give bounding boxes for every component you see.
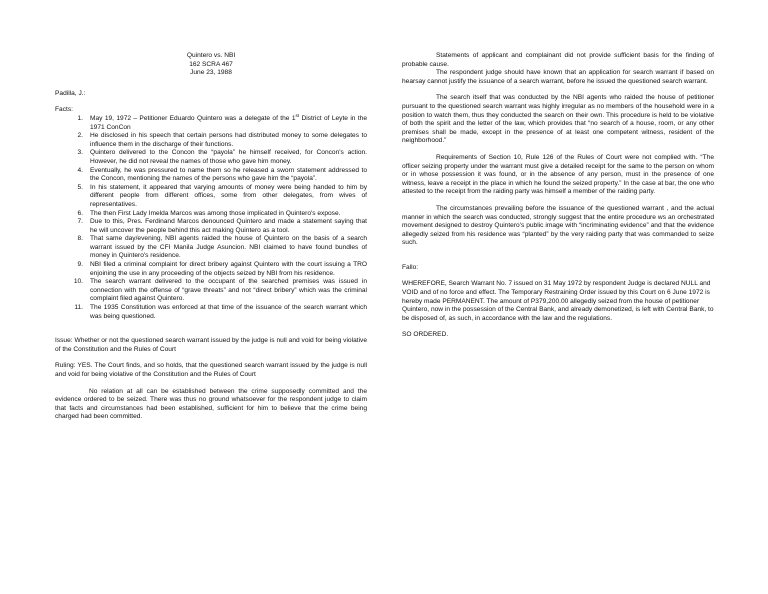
right-column (402, 52, 714, 340)
fact-number: 5. (77, 183, 83, 191)
fact-text: In his statement, it appeared that varying amounts of money were being handed to him by different people from different offices, some from other delegates, from wives of representatives. (90, 183, 367, 208)
fact-item (55, 112, 367, 132)
fact-number: 8. (77, 235, 83, 243)
fact-text: Eventually, he was pressured to name them so he released a sworn statement addressed to the Concon, mentioning the names of the persons who gave him the “payola”. (90, 166, 367, 183)
discussion-paragraph: Statements of applicant and complainant did not provide sufficient basis for the finding of probable cause. (402, 52, 714, 68)
fact-item (55, 304, 367, 321)
issue-paragraph: Issue: Whether or not the questioned search warrant issued by the judge is null and void for being violative of the Constitution and the Rules of Court (55, 337, 367, 353)
fact-number: 6. (77, 209, 83, 217)
fact-number: 3. (77, 149, 83, 157)
fact-text: District of Leyte in the 1971 ConCon (90, 114, 367, 131)
fact-number: 10. (73, 278, 83, 286)
fact-item (55, 261, 367, 278)
fact-item (55, 278, 367, 304)
discussion-paragraph: The search itself that was conducted by the NBI agents who raided the house of petitioner pursuant to the questioned search warrant was highly irregular as no members of the household were in a position to watch them, thus they conducted the search on their own. This procedure is held to be violative of both the spirit and the letter of the law, which provides that “no search of a house, room, or any other premises shall be made, except in the presence of at least one competent witness, resident of the neighborhood.” (402, 94, 714, 145)
fact-item (55, 149, 367, 166)
discussion-paragraph: The respondent judge should have known that an application for search warrant if based on hearsay cannot justify the issuance of a search warrant, before he issued the questioned search warrant. (402, 69, 714, 85)
discussion-paragraph: Requirements of Section 10, Rule 126 of the Rules of Court were not complied with. “The officer seizing property under the warrant must give a detailed receipt for the same to the person on whom or in whose possession it was found, or in the absence of any person, must in the presence of one witness, leave a receipt in the place in which he found the seized property.” In the case at bar, the one who attested to the receipt from the raiding party was himself a member of the raiding party. (402, 153, 714, 196)
fact-item (55, 210, 367, 219)
case-title: Quintero vs. NBI (186, 52, 236, 59)
ponente: Padilla, J.: (55, 89, 86, 97)
fact-item (55, 167, 367, 184)
fact-text: NBI filed a criminal complaint for direct bribery against Quintero with the court issuing a TRO enjoining the use in any proceeding of the objects seized by NBI from his residence. (90, 261, 367, 277)
fact-text: The 1935 Constitution was enforced at that time of the issuance of the search warrant which was being questioned. (90, 304, 367, 320)
fact-number: 7. (77, 218, 83, 226)
fact-item (55, 132, 367, 149)
fact-text: Quintero delivered to the Concon the “payola” he himself received, for Concon's action. However, he did not reveal the names of those who gave him money. (90, 149, 367, 165)
fact-item (55, 235, 367, 261)
left-column (55, 52, 367, 422)
discussion-paragraph: No relation at all can be established between the crime supposedly committed and the evidence ordered to be seized. There was thus no ground whatsoever for the respondent judge to claim that facts and circumstances had been established, sufficient for him to believe that the crime being charged had been committed. (55, 387, 367, 421)
fallo-heading: Fallo: (402, 263, 419, 271)
fact-text: That same day/evening, NBI agents raided the house of Quintero on the basis of a search warrant issued by the CFI Manila Judge Asuncion. NBI claimed to have found bundles of money in Quintero's residence. (90, 235, 367, 260)
closing-statement: SO ORDERED. (402, 331, 449, 339)
fact-number: 9. (77, 261, 83, 269)
fact-number: 11. (74, 304, 83, 312)
fact-text: He disclosed in his speech that certain persons had distributed money to some delegates to influence them in the discharge of their functions. (90, 132, 367, 148)
fact-text: Due to this, Pres. Ferdinand Marcos denounced Quintero and made a statement saying that he will uncover the people behind this act making Quintero as a tool. (90, 218, 367, 234)
discussion-paragraph: The circumstances prevailing before the issuance of the questioned warrant , and the actual manner in which the search was conducted, strongly suggest that the entire procedure ws an orchestrated movement designed to destroy Quintero's public image with “incriminating evidence” and that the evidence allegedly seized from his residence was “planted” by the very raiding party that was commanded to seize such. (402, 204, 714, 247)
fact-text: May 19, 1972 – Petitioner Eduardo Quintero was a delegate of the 1 (90, 114, 296, 122)
fact-number: 2. (77, 132, 83, 140)
fact-item (55, 184, 367, 210)
ruling-paragraph: Ruling: YES. The Court finds, and so holds, that the questioned search warrant issued by the judge is null and void for being violative of the Constitution and the Rules of Court (55, 362, 367, 378)
fact-superscript: st (295, 112, 300, 118)
facts-list (55, 112, 367, 321)
fallo-paragraph: WHEREFORE, Search Warrant No. 7 issued on 31 May 1972 by respondent Judge is declared NULL and VOID and of no force and effect. The Temporary Restraining Order issued by this Court on 6 June 1972 is hereby made PERMANENT. The amount of P379,200.00 allegedly seized from the house of petitioner Quintero, now in the possession of the Central Bank, and already demonetized, is left with Central Bank, to be disposed of, as such, in accordance with the law and the regulations. (402, 280, 714, 322)
case-header (55, 52, 367, 78)
fact-text: The search warrant delivered to the occupant of the searched premises was issued in connection with the offense of “grave threats” and not “direct bribery” which was the criminal complaint filed against Quintero. (90, 278, 367, 303)
case-citation: 162 SCRA 467 (189, 60, 233, 68)
fact-item (55, 218, 367, 235)
fact-text: The then First Lady Imelda Marcos was among those implicated in Quintero's expose. (90, 209, 341, 217)
fact-number: 4. (77, 166, 83, 174)
facts-heading: Facts: (55, 106, 73, 114)
fact-number: 1. (77, 114, 83, 122)
case-date: June 23, 1988 (190, 69, 232, 77)
